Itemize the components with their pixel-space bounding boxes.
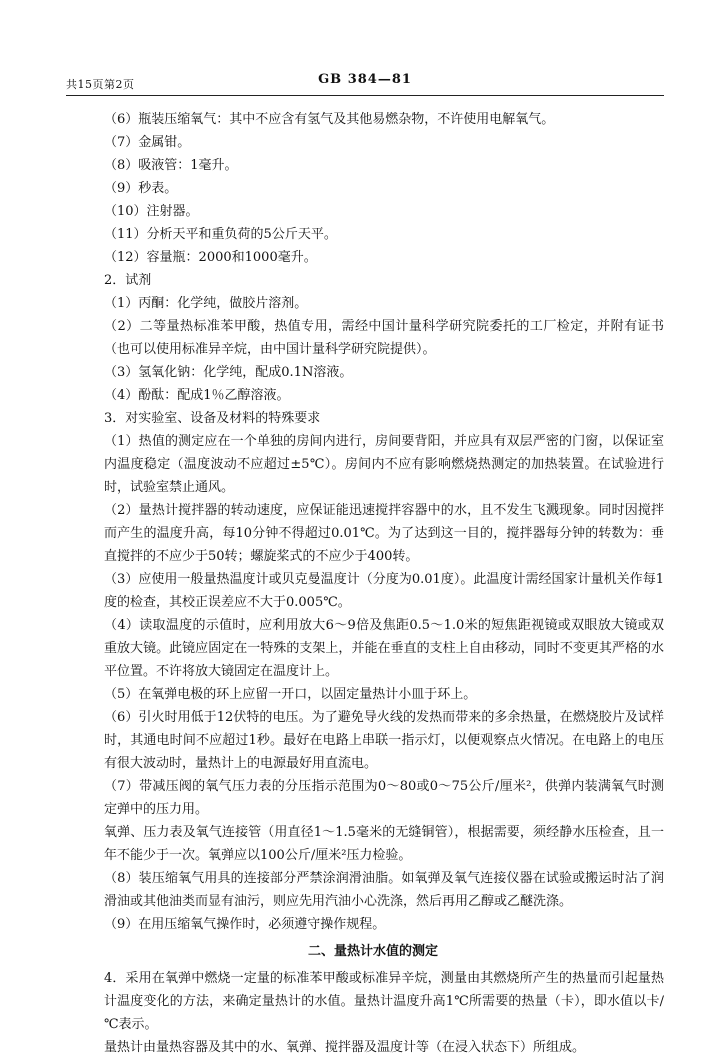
header-rule [66,95,664,96]
req-ignition: （6）引火时用低于12伏特的电压。为了避免导火线的发热而带来的多余热量，在燃烧胶片及试样时，其通电时间不应超过1秒。最好在电路上串联一指示灯，以便观察点火情况。在电路上的电压有很大波动时，量热计上的电源最好用直流电。 [104,710,664,771]
item-oxygen: （6）瓶装压缩氧气：其中不应含有氢气及其他易燃杂物，不许使用电解氧气。 [104,112,555,127]
req-electrode: （5）在氧弹电极的环上应留一开口，以固定量热计小皿于环上。 [104,687,477,702]
page-header [66,72,664,92]
section-paragraph-calorimeter: 量热计由量热容器及其中的水、氧弹、搅拌器及温度计等（在浸入状态下）所组成。 [104,1040,586,1055]
item-pipette: （8）吸液管：1毫升。 [104,158,238,173]
reagent-benzoic-acid: （2）二等量热标准苯甲酸，热值专用，需经中国计量科学研究院委托的工厂检定，并附有证书（也可以使用标准异辛烷，由中国计量科学研究院提供）。 [104,319,664,357]
req-thermometer: （3）应使用一般量热温度计或贝克曼温度计（分度为0.01度）。此温度计需经国家计量机关作每1度的检查，其校正误差应不大于0.005℃。 [104,572,664,610]
section-title: 二、量热计水值的测定 [307,944,438,959]
reagent-naoh: （3）氢氧化钠：化学纯，配成0.1N溶液。 [104,365,353,380]
item-tongs: （7）金属钳。 [104,135,191,150]
req-no-grease: （8）装压缩氧气用具的连接部分严禁涂润滑油脂。如氧弹及氧气连接仪器在试验或搬运时沾了润滑油或其他油类而显有油污，则应先用汽油小心洗涤，然后再用乙醇或乙醚洗涤。 [104,871,664,909]
document-body [82,108,664,1059]
standard-code: GB 384—81 [318,72,412,87]
item-syringe: （10）注射器。 [104,204,199,219]
subheading-reagents: 2．试剂 [104,273,152,288]
reagent-phenolphthalein: （4）酚酞：配成1％乙醇溶液。 [104,388,290,403]
section-paragraph-4: 4．采用在氧弹中燃烧一定量的标准苯甲酸或标准异辛烷，测量由其燃烧所产生的热量而引起量热计温度变化的方法，来确定量热计的水值。量热计温度升高1℃所需要的热量（卡），即水值以卡/℃表示。 [104,971,664,1032]
item-stopwatch: （9）秒表。 [104,181,178,196]
req-room: （1）热值的测定应在一个单独的房间内进行，房间要背阳，并应具有双层严密的门窗，以保证室内温度稳定（温度波动不应超过±5℃）。房间内不应有影响燃烧热测定的加热装置。在试验进行时，试验室禁止通风。 [104,434,664,495]
req-magnifier: （4）读取温度的示值时，应利用放大6～9倍及焦距0.5～1.0米的短焦距视镜或双眼放大镜或双重放大镜。此镜应固定在一特殊的支架上，并能在垂直的支柱上自由移动，同时不变更其严格的水平位置。不许将放大镜固定在温度计上。 [104,618,664,679]
item-flask: （12）容量瓶：2000和1000毫升。 [104,250,317,265]
req-stirrer: （2）量热计搅拌器的转动速度，应保证能迅速搅拌容器中的水，且不发生飞溅现象。同时因搅拌而产生的温度升高，每10分钟不得超过0.01℃。为了达到这一目的，搅拌器每分钟的转数为：垂直搅拌的不应少于50转；螺旋桨式的不应少于400转。 [104,503,664,564]
req-hydrostatic-test: 氧弹、压力表及氧气连接管（用直径1～1.5毫米的无缝铜管），根据需要，须经静水压检查，且一年不能少于一次。氧弹应以100公斤/厘米²压力检验。 [104,825,664,863]
req-safety: （9）在用压缩氧气操作时，必须遵守操作规程。 [104,917,386,932]
subheading-lab-requirements: 3．对实验室、设备及材料的特殊要求 [104,411,321,426]
reagent-acetone: （1）丙酮：化学纯，做胶片溶剂。 [104,296,308,311]
page-info: 共15页第2页 [66,78,135,91]
item-balance: （11）分析天平和重负荷的5公斤天平。 [104,227,337,242]
req-pressure-gauge: （7）带减压阀的氧气压力表的分压指示范围为0～80或0～75公斤/厘米²，供弹内装满氧气时测定弹中的压力用。 [104,779,664,817]
